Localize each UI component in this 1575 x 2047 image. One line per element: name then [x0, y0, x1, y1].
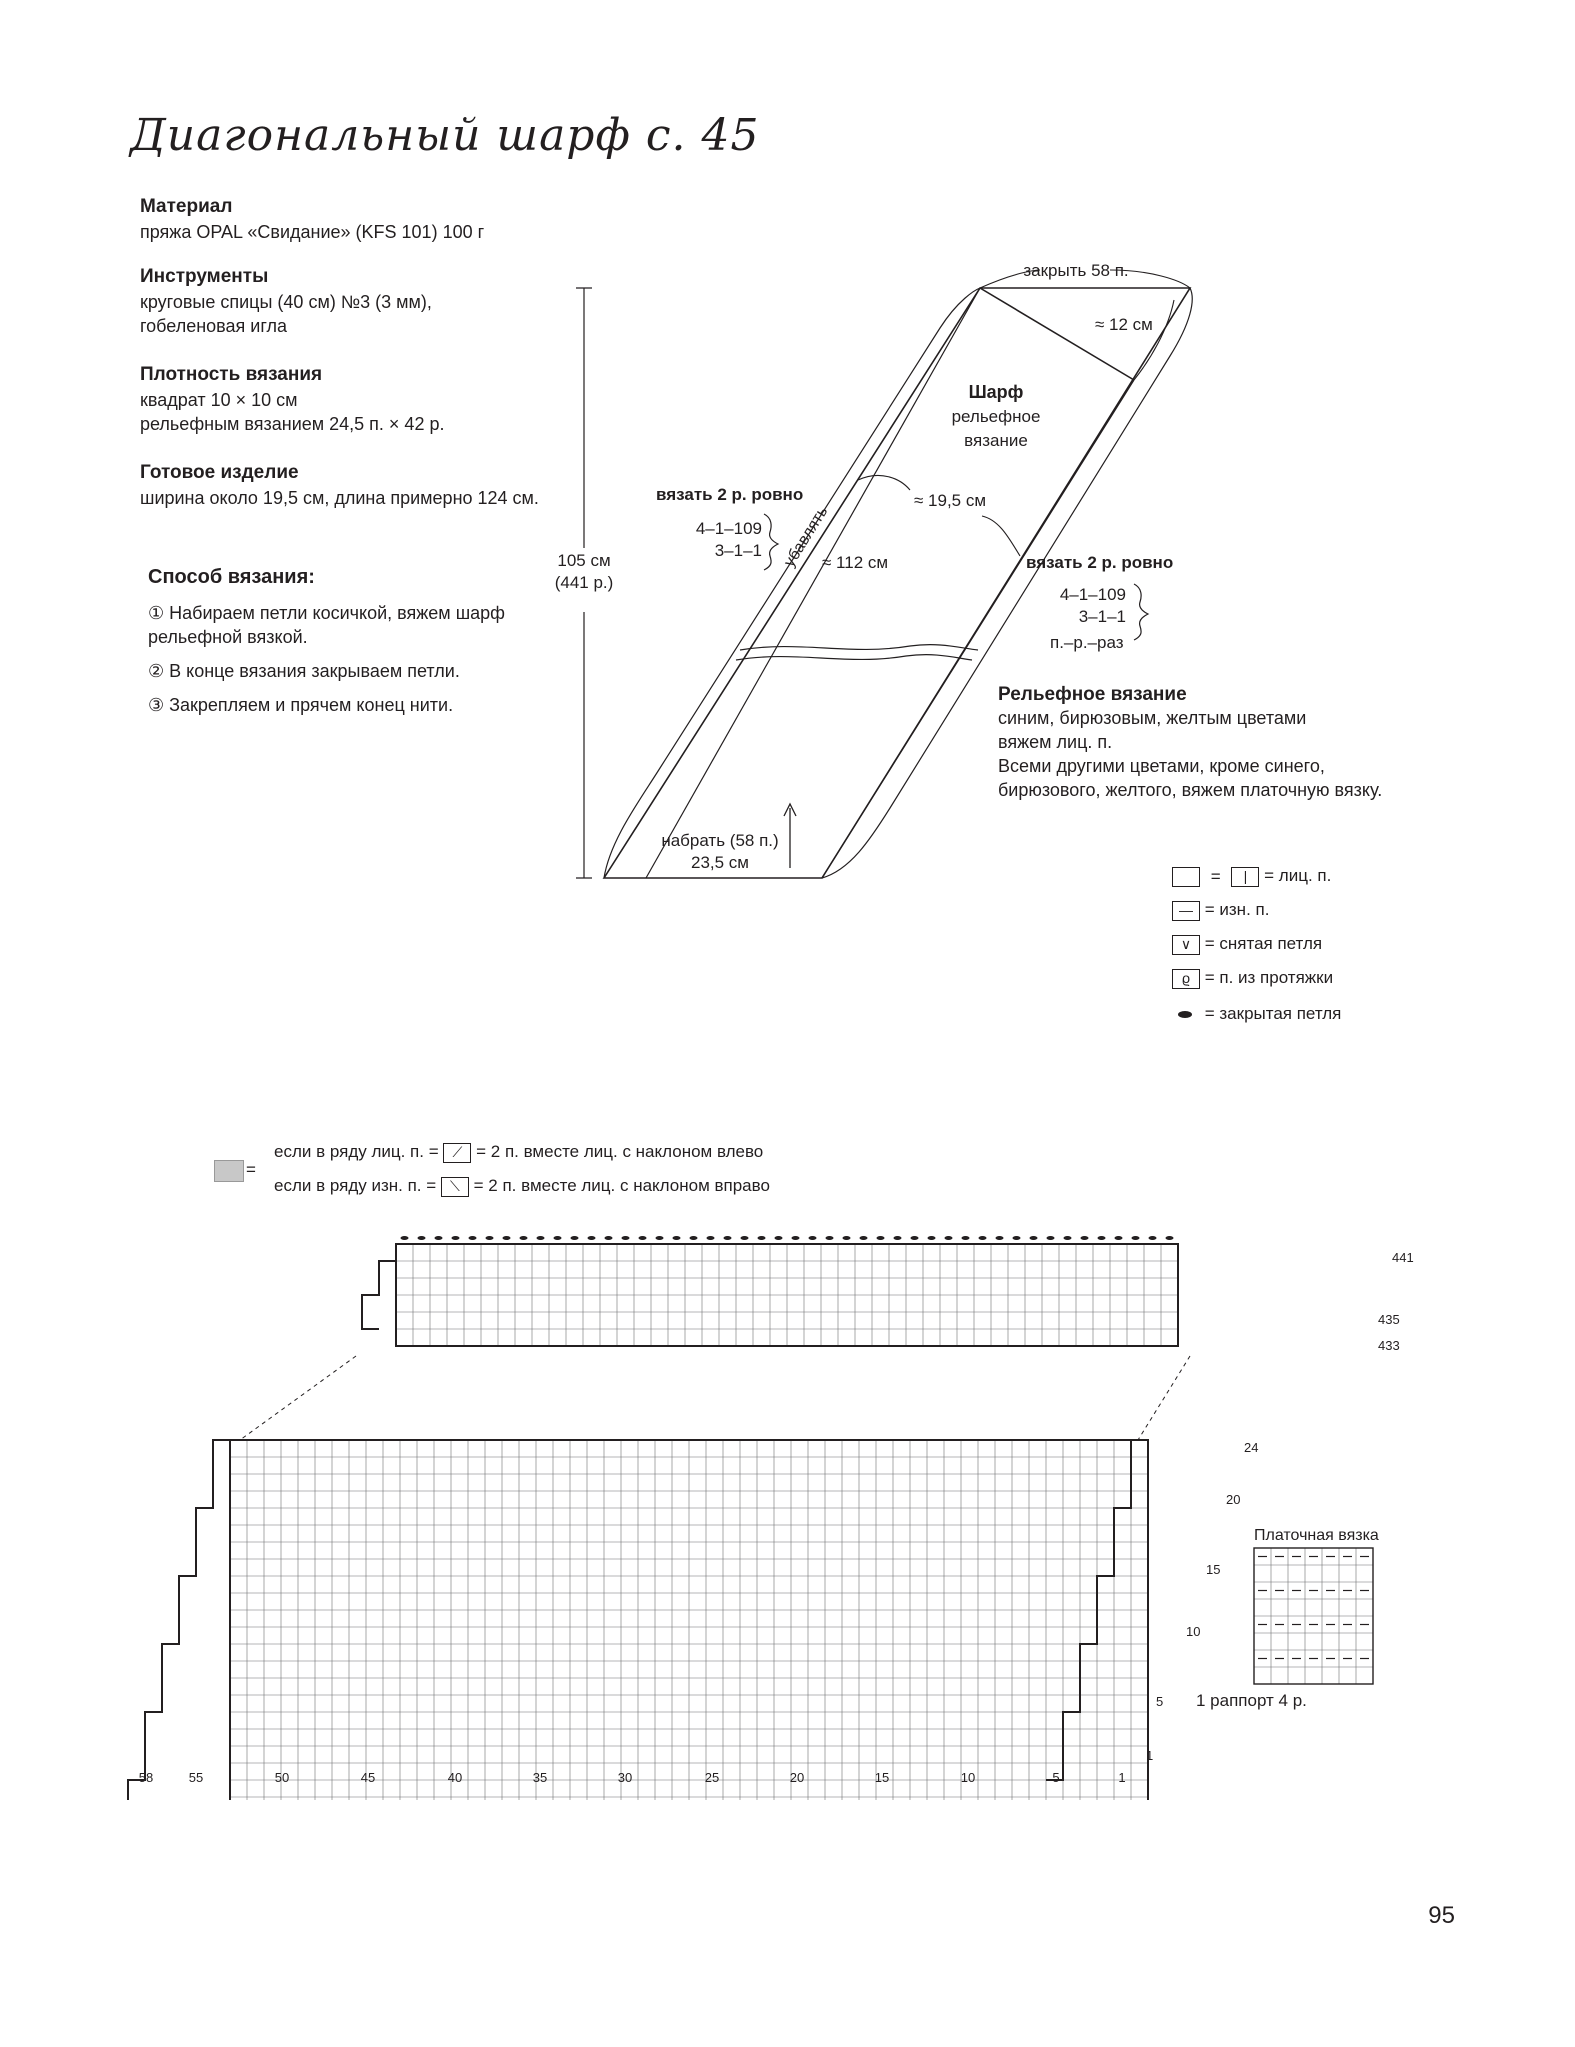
- legend-label: = снятая петля: [1204, 934, 1323, 953]
- scarf-name: Шарф: [968, 382, 1024, 402]
- knitting-charts: [0, 1200, 1575, 1800]
- equals-sign: =: [1210, 866, 1221, 886]
- scarf-name-sub: рельефное: [951, 407, 1041, 426]
- bound-dot: [775, 1236, 783, 1240]
- bound-dot: [826, 1236, 834, 1240]
- top-chart-grid: [362, 1236, 1178, 1346]
- width-label: ≈ 19,5 см: [914, 491, 987, 510]
- bound-dot-icon: [1178, 1011, 1192, 1018]
- bound-dot: [860, 1236, 868, 1240]
- legend-knit: [1172, 866, 1331, 887]
- slip-v-icon: ∨: [1172, 935, 1200, 955]
- k2tog-left-icon: ⟋: [443, 1143, 471, 1163]
- left-rows-label: вязать 2 р. ровно: [656, 485, 804, 504]
- bound-dot: [962, 1236, 970, 1240]
- column-number-label: 25: [704, 1770, 720, 1785]
- top-width-label: ≈ 12 см: [1095, 315, 1153, 334]
- repeat-label: 1 раппорт 4 р.: [1196, 1691, 1307, 1710]
- bound-dot: [486, 1236, 494, 1240]
- relief-heading: Рельефное вязание: [998, 684, 1187, 705]
- method-step: ② В конце вязания закрываем петли.: [148, 661, 460, 681]
- bound-dot: [469, 1236, 477, 1240]
- density-heading: Плотность вязания: [140, 364, 323, 385]
- column-number-label: 45: [360, 1770, 376, 1785]
- bound-dot: [877, 1236, 885, 1240]
- bound-dot: [690, 1236, 698, 1240]
- row-number-label: 1: [1146, 1748, 1154, 1763]
- bound-dot: [1047, 1236, 1055, 1240]
- bound-dot: [1081, 1236, 1089, 1240]
- density-line: рельефным вязанием 24,5 п. × 42 р.: [140, 414, 445, 434]
- legend-purl: [1172, 900, 1269, 921]
- grey-cell-icon: [214, 1160, 244, 1182]
- bound-dot: [401, 1236, 409, 1240]
- tools-line: гобеленовая игла: [140, 316, 288, 336]
- finished-heading: Готовое изделие: [140, 462, 299, 483]
- right-rows-label: вязать 2 р. ровно: [1026, 553, 1174, 572]
- bound-dot: [724, 1236, 732, 1240]
- bound-dot: [809, 1236, 817, 1240]
- bound-dot: [945, 1236, 953, 1240]
- column-number-label: 30: [617, 1770, 633, 1785]
- k2tog-right-icon: ⟍: [441, 1177, 469, 1197]
- bound-dot: [435, 1236, 443, 1240]
- density-line: квадрат 10 × 10 см: [140, 390, 298, 410]
- bound-dot: [622, 1236, 630, 1240]
- column-number-label: 55: [188, 1770, 204, 1785]
- left-formula: 3–1–1: [714, 541, 762, 560]
- bound-dot: [1064, 1236, 1072, 1240]
- bound-dot: [758, 1236, 766, 1240]
- grey-equals: =: [246, 1160, 256, 1179]
- column-number-label: 5: [1052, 1770, 1060, 1785]
- material-heading: Материал: [140, 196, 233, 217]
- row-number-label: 24: [1244, 1440, 1259, 1455]
- knit-bar-icon: |: [1231, 867, 1259, 887]
- legend-twisted: [1172, 968, 1333, 989]
- bound-dot: [503, 1236, 511, 1240]
- column-number-label: 50: [274, 1770, 290, 1785]
- column-number-label: 20: [789, 1770, 805, 1785]
- left-formula: 4–1–109: [695, 519, 762, 538]
- relief-line: Всеми другими цветами, кроме синего,: [998, 756, 1325, 776]
- height-label: 105 см: [557, 551, 611, 570]
- bound-dot: [673, 1236, 681, 1240]
- bound-dot: [707, 1236, 715, 1240]
- decrease-text: = 2 п. вместе лиц. с наклоном влево: [476, 1142, 764, 1161]
- material-line: пряжа OPAL «Свидание» (KFS 101) 100 г: [140, 222, 485, 242]
- column-number-label: 58: [138, 1770, 154, 1785]
- right-formula: 4–1–109: [1059, 585, 1126, 604]
- relief-line: вяжем лиц. п.: [998, 732, 1113, 752]
- column-number-label: 35: [532, 1770, 548, 1785]
- bound-dot: [1149, 1236, 1157, 1240]
- bound-dot: [1166, 1236, 1174, 1240]
- decrease-line-2: [274, 1176, 770, 1197]
- decrease-label: убавлять: [780, 503, 832, 571]
- legend-slipped: [1172, 934, 1322, 955]
- height-rows-label: (441 р.): [554, 573, 614, 592]
- bound-dot: [639, 1236, 647, 1240]
- page-title: Диагональный шарф с. 45: [130, 110, 760, 161]
- row-number-label: 20: [1226, 1492, 1241, 1507]
- length-label: ≈ 112 см: [822, 553, 889, 572]
- bound-dot: [741, 1236, 749, 1240]
- decrease-line-1: [274, 1142, 763, 1163]
- row-number-label: 15: [1206, 1562, 1221, 1577]
- bound-dot: [1132, 1236, 1140, 1240]
- finished-line: ширина около 19,5 см, длина примерно 124 см.: [140, 488, 539, 508]
- bound-dot: [894, 1236, 902, 1240]
- bound-dot: [554, 1236, 562, 1240]
- legend-bound: [1172, 1004, 1341, 1024]
- bound-dot: [452, 1236, 460, 1240]
- bound-dot: [911, 1236, 919, 1240]
- row-number-label: 441: [1392, 1250, 1414, 1265]
- scarf-name-sub: вязание: [964, 431, 1028, 450]
- bound-dot: [792, 1236, 800, 1240]
- column-number-label: 15: [874, 1770, 890, 1785]
- purl-dash-icon: —: [1172, 901, 1200, 921]
- relief-line: синим, бирюзовым, желтым цветами: [998, 708, 1307, 728]
- tools-line: круговые спицы (40 см) №3 (3 мм),: [140, 292, 432, 312]
- bound-dot: [605, 1236, 613, 1240]
- decrease-text: если в ряду изн. п. =: [274, 1176, 437, 1195]
- bound-dot: [928, 1236, 936, 1240]
- bottom-chart-grid: [128, 1356, 1190, 1800]
- bound-dot: [1013, 1236, 1021, 1240]
- legend-label: = изн. п.: [1204, 900, 1270, 919]
- cast-on-width-label: 23,5 см: [691, 853, 749, 872]
- relief-line: бирюзового, желтого, вяжем платочную вязку.: [998, 780, 1383, 800]
- row-number-label: 435: [1378, 1312, 1400, 1327]
- bound-dot: [996, 1236, 1004, 1240]
- garter-chart-grid: [1254, 1548, 1373, 1684]
- row-number-label: 5: [1156, 1694, 1164, 1709]
- page-number: 95: [1428, 1902, 1455, 1929]
- garter-title: Платочная вязка: [1254, 1527, 1379, 1544]
- method-step: ③ Закрепляем и прячем конец нити.: [148, 695, 454, 715]
- bound-dot: [418, 1236, 426, 1240]
- right-formula: 3–1–1: [1078, 607, 1126, 626]
- twist-loop-icon: ϱ: [1172, 969, 1200, 989]
- row-number-label: 10: [1186, 1624, 1201, 1639]
- formula-key: п.–р.–раз: [1050, 633, 1124, 652]
- decrease-text: если в ряду лиц. п. =: [274, 1142, 439, 1161]
- method-step: ① Набираем петли косичкой, вяжем шарф рельефной вязкой.: [148, 603, 505, 647]
- method-heading: Способ вязания:: [148, 566, 315, 588]
- bound-dot: [656, 1236, 664, 1240]
- bound-dot: [520, 1236, 528, 1240]
- tools-heading: Инструменты: [140, 266, 269, 287]
- bound-dot: [1115, 1236, 1123, 1240]
- legend-label: = лиц. п.: [1264, 866, 1332, 885]
- bound-dot: [979, 1236, 987, 1240]
- bound-dot: [571, 1236, 579, 1240]
- legend-label: = закрытая петля: [1204, 1004, 1342, 1023]
- legend-label: = п. из протяжки: [1204, 968, 1334, 987]
- bound-dot: [1030, 1236, 1038, 1240]
- column-number-label: 40: [447, 1770, 463, 1785]
- bound-dot: [537, 1236, 545, 1240]
- decrease-text: = 2 п. вместе лиц. с наклоном вправо: [473, 1176, 770, 1195]
- close-top-label: закрыть 58 п.: [1023, 261, 1129, 280]
- bound-dot: [588, 1236, 596, 1240]
- relief-section: [998, 684, 1438, 802]
- cast-on-label: набрать (58 п.): [661, 831, 779, 850]
- row-number-label: 433: [1378, 1338, 1400, 1353]
- column-number-label: 10: [960, 1770, 976, 1785]
- empty-cell-icon: [1172, 867, 1200, 887]
- column-number-label: 1: [1118, 1770, 1126, 1785]
- bound-dot: [843, 1236, 851, 1240]
- bound-dot: [1098, 1236, 1106, 1240]
